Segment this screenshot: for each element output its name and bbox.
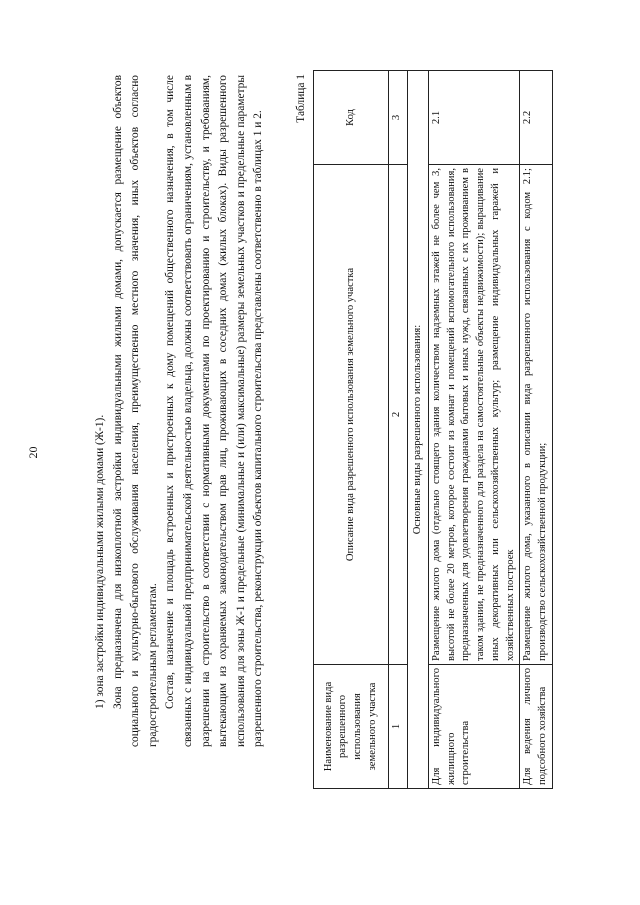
- use-name-cell: Для ведения личного подсобного хозяйства: [520, 665, 552, 789]
- column-header-description: Описание вида разрешенного использования земельного участка: [314, 165, 389, 665]
- use-name-cell: Для индивидуального жилищного строительства: [429, 665, 520, 789]
- section-title: Основные виды разрешенного использования:: [408, 71, 429, 789]
- table-header-row: [314, 71, 389, 789]
- column-number: 2: [389, 165, 408, 665]
- column-header-name: Наименование вида разрешенного использования земельного участка: [314, 665, 389, 789]
- column-number: 3: [389, 71, 408, 165]
- body-text: [92, 75, 268, 747]
- paragraph: Состав, назначение и площадь встроенных и пристроенных к дому помещений общественного назначения, в том числе связанных с индивидуальной предпринимательской деятельностью владельца, должны соответствовать ограничениям, установленным в разрешении на строительство в соответствии с нормативными документами по проектированию и строительству, и требованиям, вытекающим из охраняемых законодательством прав лиц, проживающих в соседних домах (жилых блоках). Виды разрешенного использования для зоны Ж-1 и предельные (минимальные и (или) максимальные) размеры земельных участков и предельные параметры разрешенного строительства, реконструкции объектов капитального строительства представлены соответственно в таблицах 1 и 2.: [164, 75, 265, 747]
- column-header-code: Код: [314, 71, 389, 165]
- table-row: [429, 71, 520, 789]
- page-number: 20: [26, 446, 40, 459]
- use-description-cell: Размещение жилого дома (отдельно стоящего здания количеством надземных этажей не более чем 3, высотой не более 20 метров, которое состоит из комнат и помещений вспомогательного использования, предназначенных для удовлетворения гражданами бытовых и иных нужд, связанных с их проживанием в таком здании, не предназначенного для раздела на самостоятельные объекты недвижимости); выращивание иных декоративных или сельскохозяйственных культур; размещение индивидуальных гаражей и хозяйственных построек: [429, 165, 520, 665]
- use-code-cell: 2.1: [429, 71, 520, 165]
- use-description-cell: Размещение жилого дома, указанного в описании вида разрешенного использования с кодом 2.1; производство сельскохозяйственной продукции;: [520, 165, 552, 665]
- table-caption: Таблица 1: [295, 74, 307, 123]
- paragraph: 1) зона застройки индивидуальными жилыми домами (Ж-1).: [94, 414, 106, 709]
- column-number-row: [389, 71, 408, 789]
- use-code-cell: 2.2: [520, 71, 552, 165]
- section-row: [408, 71, 429, 789]
- column-number: 1: [389, 665, 408, 789]
- permitted-use-table: [313, 70, 553, 789]
- paragraph: Зона предназначена для низкоплотной застройки индивидуальными жилыми домами, допускается размещение объектов социального и культурно-бытового обслуживания населения, преимущественно местного значения, иных объектов согласно градостроительным регламентам.: [111, 75, 159, 747]
- table-row: [520, 71, 552, 789]
